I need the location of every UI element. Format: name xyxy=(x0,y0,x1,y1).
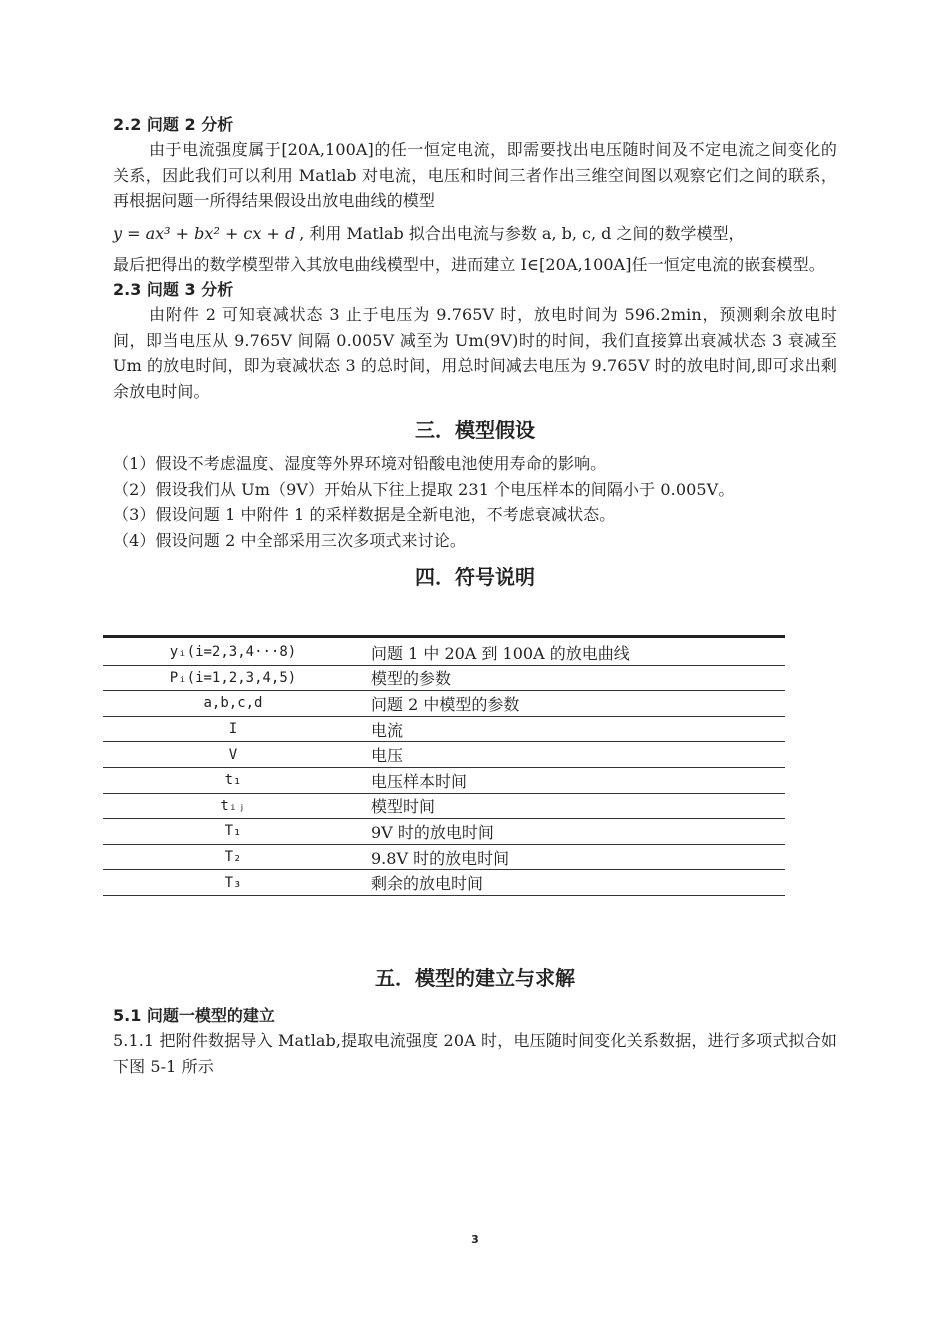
symbol-row xyxy=(103,844,785,870)
assumption-item: （4）假设问题 2 中全部采用三次多项式来讨论。 xyxy=(113,530,466,550)
section-2-3-paragraph: 由附件 2 可知衰减状态 3 止于电压为 9.765V 时，放电时间为 596.2min，预测剩余放电时间，即当电压从 9.765V 间隔 0.005V 减至为 Um(9V)时的时间，我们直接算出衰减状态 3 衰减至 Um 的放电时间，即为衰减状态 3 的总时间，用总时间减去电压为 9.765V 时的放电时间,即可求出剩余放电时间。 xyxy=(113,305,837,401)
symbol-row xyxy=(103,767,785,793)
symbol-cell: tᵢⱼ xyxy=(103,793,363,819)
symbol-cell: Pᵢ(i=1,2,3,4,5) xyxy=(103,665,363,691)
symbol-cell: T₂ xyxy=(103,844,363,870)
section-4-title: 四．符号说明 xyxy=(415,565,535,589)
symbol-description: 模型时间 xyxy=(363,793,785,819)
symbol-description: 问题 1 中 20A 到 100A 的放电曲线 xyxy=(363,640,785,665)
symbol-row xyxy=(103,870,785,896)
page-body xyxy=(113,112,837,590)
table-top-rule xyxy=(103,635,785,638)
symbol-cell: yᵢ(i=2,3,4···8) xyxy=(103,640,363,665)
symbol-cell: a,b,c,d xyxy=(103,691,363,717)
symbol-description: 9V 时的放电时间 xyxy=(363,819,785,845)
assumption-item: （3）假设问题 1 中附件 1 的采样数据是全新电池，不考虑衰减状态。 xyxy=(113,505,616,524)
assumption-item: （2）假设我们从 Um（9V）开始从下往上提取 231 个电压样本的间隔小于 0.005V。 xyxy=(113,479,735,499)
symbol-description: 电压样本时间 xyxy=(363,767,785,793)
section-5 xyxy=(113,962,837,1079)
symbol-row xyxy=(103,742,785,768)
cubic-formula: y = ax³ + bx² + cx + d xyxy=(113,223,296,243)
symbol-description: 9.8V 时的放电时间 xyxy=(363,844,785,870)
section-2-2-heading: 2.2 问题 2 分析 xyxy=(113,115,234,134)
section-2-3-heading: 2.3 问题 3 分析 xyxy=(113,280,234,299)
symbol-cell: T₃ xyxy=(103,870,363,896)
section-2-2-paragraph-2: 最后把得出的数学模型带入其放电曲线模型中，进而建立 I∈[20A,100A]任一恒定电流的嵌套模型。 xyxy=(113,254,825,274)
symbol-cell: T₁ xyxy=(103,819,363,845)
symbol-cell: t₁ xyxy=(103,767,363,793)
symbol-description: 问题 2 中模型的参数 xyxy=(363,691,785,717)
assumption-item: （1）假设不考虑温度、湿度等外界环境对铅酸电池使用寿命的影响。 xyxy=(113,454,607,473)
section-2-2-paragraph: 由于电流强度属于[20A,100A]的任一恒定电流，即需要找出电压随时间及不定电流之间变化的关系，因此我们可以利用 Matlab 对电流，电压和时间三者作出三维空间图以观察它们之间的联系，再根据问题一所得结果假设出放电曲线的模型 xyxy=(113,140,837,210)
symbol-row xyxy=(103,640,785,665)
symbol-description: 电流 xyxy=(363,716,785,742)
symbol-row xyxy=(103,691,785,717)
section-5-title: 五．模型的建立与求解 xyxy=(375,966,575,990)
formula-tail: , 利用 Matlab 拟合出电流与参数 a, b, c, d 之间的数学模型， xyxy=(299,223,745,243)
section-3-title: 三．模型假设 xyxy=(415,418,535,442)
symbol-row xyxy=(103,716,785,742)
symbol-row xyxy=(103,793,785,819)
symbol-description: 模型的参数 xyxy=(363,665,785,691)
formula-line xyxy=(113,216,837,252)
symbol-cell: I xyxy=(103,716,363,742)
symbol-description: 电压 xyxy=(363,742,785,768)
assumption-list xyxy=(113,451,837,553)
symbol-row xyxy=(103,665,785,691)
symbol-row xyxy=(103,819,785,845)
symbol-cell: V xyxy=(103,742,363,768)
symbol-table xyxy=(103,640,785,896)
section-5-1-heading: 5.1 问题一模型的建立 xyxy=(113,1006,275,1025)
section-5-1-1-paragraph: 5.1.1 把附件数据导入 Matlab,提取电流强度 20A 时，电压随时间变化关系数据，进行多项式拟合如下图 5-1 所示 xyxy=(113,1031,837,1076)
page-number: 3 xyxy=(471,1233,479,1246)
symbol-description: 剩余的放电时间 xyxy=(363,870,785,896)
